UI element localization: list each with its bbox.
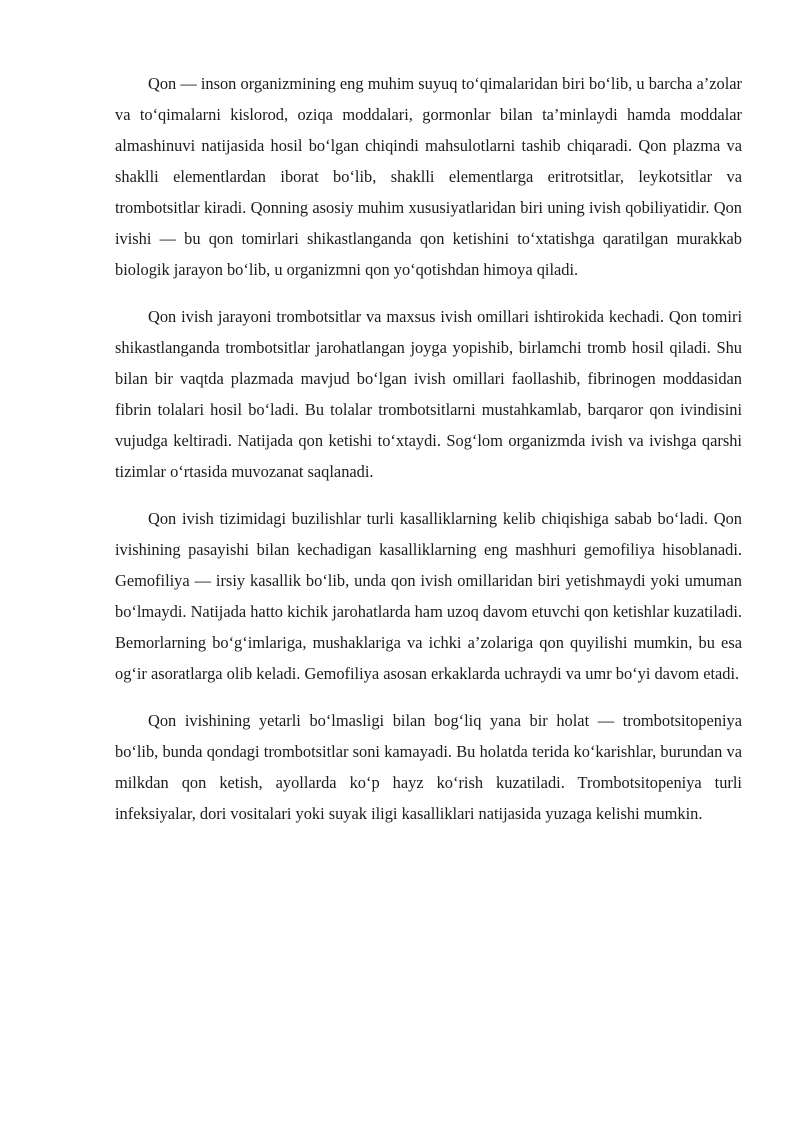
paragraph-blood-overview: Qon — inson organizmining eng muhim suyuq to‘qimalaridan biri bo‘lib, u barcha a’zolar va to‘qimalarni kislorod, oziqa moddalari, gormonlar bilan ta’minlaydi hamda moddalar almashinuvi natijasida hosil bo‘lgan chiqindi mahsulotlarni tashib chiqaradi. Qon plazma va shaklli elementlardan iborat bo‘lib, shaklli elementlarga eritrotsitlar, leykotsitlar va trombotsitlar kiradi. Qonning asosiy muhim xususiyatlaridan biri uning ivish qobiliyatidir. Qon ivishi — bu qon tomirlari shikastlanganda qon ketishini to‘xtatishga qaratilgan murakkab biologik jarayon bo‘lib, u organizmni qon yo‘qotishdan himoya qiladi. xyxy=(115,74,742,279)
document-page xyxy=(115,68,742,845)
paragraph-thrombocytopenia: Qon ivishining yetarli bo‘lmasligi bilan bog‘liq yana bir holat — trombotsitopeniya bo‘lib, bunda qondagi trombotsitlar soni kamayadi. Bu holatda terida ko‘karishlar, burundan va milkdan qon ketish, ayollarda ko‘p hayz ko‘rish kuzatiladi. Trombotsitopeniya turli infeksiyalar, dori vositalari yoki suyak iligi kasalliklari natijasida yuzaga kelishi mumkin. xyxy=(115,711,742,823)
paragraph-clotting-process: Qon ivish jarayoni trombotsitlar va maxsus ivish omillari ishtirokida kechadi. Qon tomiri shikastlanganda trombotsitlar jarohatlangan joyga yopishib, birlamchi tromb hosil qiladi. Shu bilan bir vaqtda plazmada mavjud bo‘lgan ivish omillari faollashib, fibrinogen moddasidan fibrin tolalari hosil bo‘ladi. Bu tolalar trombotsitlarni mustahkamlab, barqaror qon ivindisini vujudga keltiradi. Natijada qon ketishi to‘xtaydi. Sog‘lom organizmda ivish va ivishga qarshi tizimlar o‘rtasida muvozanat saqlanadi. xyxy=(115,307,742,481)
paragraph-hemophilia: Qon ivish tizimidagi buzilishlar turli kasalliklarning kelib chiqishiga sabab bo‘ladi. Qon ivishining pasayishi bilan kechadigan kasalliklarning eng mashhuri gemofiliya hisoblanadi. Gemofiliya — irsiy kasallik bo‘lib, unda qon ivish omillaridan biri yetishmaydi yoki umuman bo‘lmaydi. Natijada hatto kichik jarohatlarda ham uzoq davom etuvchi qon ketishlar kuzatiladi. Bemorlarning bo‘g‘imlariga, mushaklariga va ichki a’zolariga qon quyilishi mumkin, bu esa og‘ir asoratlarga olib keladi. Gemofiliya asosan erkaklarda uchraydi va umr bo‘yi davom etadi. xyxy=(115,509,742,683)
